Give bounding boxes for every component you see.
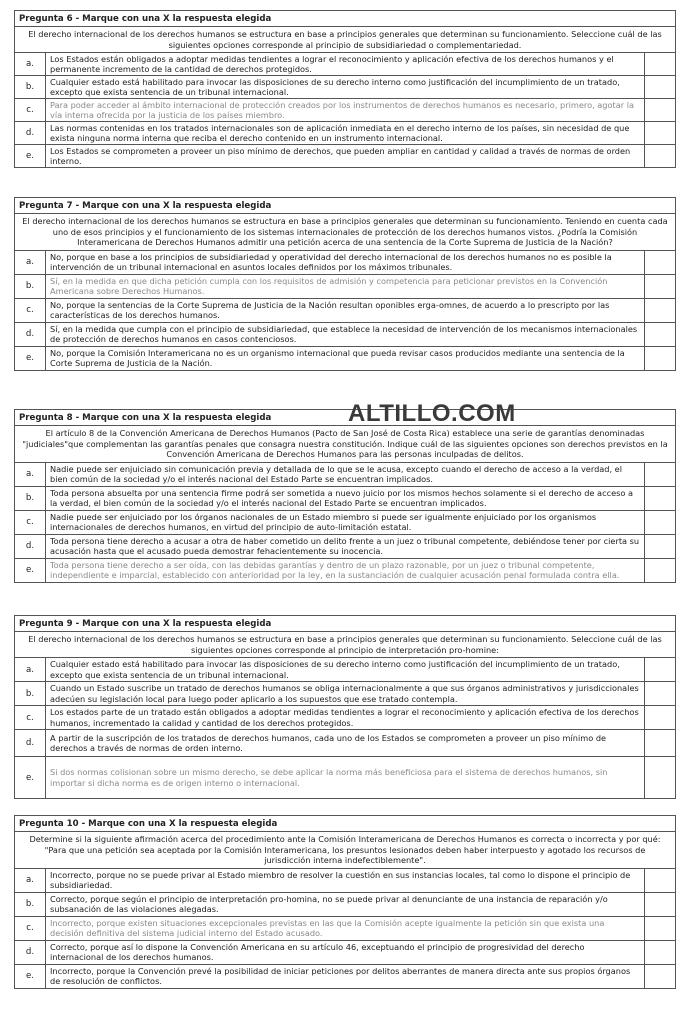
- option-text: Cuando un Estado suscribe un tratado de derechos humanos se obliga internacionalmente a que sus órganos administrativos y jurisdiccionales adecúen su legislación local para luego poder aplicarlo a los supuestos que ese tratado contempla.: [46, 682, 645, 705]
- answer-box[interactable]: [645, 893, 675, 916]
- answer-box[interactable]: [645, 487, 675, 510]
- answer-box[interactable]: [645, 275, 675, 298]
- answer-box[interactable]: [645, 559, 675, 582]
- option-letter: d.: [15, 941, 46, 964]
- answer-box[interactable]: [645, 53, 675, 75]
- option-text: Incorrecto, porque existen situaciones excepcionales previstas en las que la Comisión acepte igualmente la petición sin que exista una decisión definitiva del sistema judicial interno del Estado acusado.: [46, 917, 645, 940]
- question-stem: Determine si la siguiente afirmación acerca del procedimiento ante la Comisión Interamericana de Derechos Humanos es correcta o incorrecta y por qué: "Para que una petición sea aceptada por la Comisión Interamericana, los presuntos lesionados deben haber interpuesto y agotado los recursos de jurisdicción interna indefectiblemente".: [15, 832, 675, 869]
- option-letter: b.: [15, 76, 46, 98]
- option-row[interactable]: [15, 757, 675, 798]
- answer-box[interactable]: [645, 511, 675, 534]
- option-row[interactable]: [15, 893, 675, 917]
- option-text: Cualquier estado está habilitado para invocar las disposiciones de su derecho interno como justificación del incumplimiento de un tratado, excepto que exista sentencia de un tribunal internacional.: [46, 658, 645, 681]
- option-text: Los Estados se comprometen a proveer un piso mínimo de derechos, que pueden ampliar en cantidad y calidad a través de normas de orden interno.: [46, 145, 645, 167]
- option-text: Nadie puede ser enjuiciado sin comunicación previa y detallada de lo que se le acusa, excepto cuando el derecho de acceso a la verdad, el bien común de la sociedad y/o el interés nacional del Estado Parte se encuentran implicados.: [46, 463, 645, 486]
- answer-box[interactable]: [645, 730, 675, 756]
- option-text: Para poder acceder al ámbito internacional de protección creados por los instrumentos de derechos humanos es necesario, primero, agotar la vía interna ofrecida por la justicia de los países miembro.: [46, 99, 645, 121]
- option-letter: a.: [15, 53, 46, 75]
- option-letter: c.: [15, 706, 46, 729]
- answer-box[interactable]: [645, 323, 675, 346]
- option-letter: a.: [15, 869, 46, 892]
- question-stem: El derecho internacional de los derechos humanos se estructura en base a principios generales que determinan su funcionamiento. Teniendo en cuenta cada uno de esos principios y el funcionamiento de los sistemas internacionales de protección de los derechos humanos vistos. ¿Podría la Comisión Interamericana de Derechos Humanos admitir una petición acerca de una sentencia de la Corte Suprema de Justicia de la Nación?: [15, 214, 675, 251]
- question-title: Pregunta 6 - Marque con una X la respuesta elegida: [15, 11, 675, 27]
- option-letter: e.: [15, 145, 46, 167]
- option-row[interactable]: [15, 275, 675, 299]
- option-letter: d.: [15, 122, 46, 144]
- option-row[interactable]: [15, 559, 675, 582]
- option-row[interactable]: [15, 463, 675, 487]
- option-row[interactable]: [15, 869, 675, 893]
- option-text: A partir de la suscripción de los tratados de derechos humanos, cada uno de los Estados se comprometen a proveer un piso mínimo de derechos a través de normas de orden interno.: [46, 730, 645, 756]
- option-row[interactable]: [15, 730, 675, 757]
- option-row[interactable]: [15, 941, 675, 965]
- question-title: Pregunta 10 - Marque con una X la respuesta elegida: [15, 816, 675, 832]
- answer-box[interactable]: [645, 941, 675, 964]
- answer-box[interactable]: [645, 145, 675, 167]
- option-letter: b.: [15, 487, 46, 510]
- option-text: Sí, en la medida en que dicha petición cumpla con los requisitos de admisión y competencia para peticionar previstos en la Convención Americana sobre Derechos Humanos.: [46, 275, 645, 298]
- option-text: Los Estados están obligados a adoptar medidas tendientes a lograr el reconocimiento y aplicación efectiva de los derechos humanos y el permanente incremento de la cantidad de derechos protegidos.: [46, 53, 645, 75]
- question-stem: El derecho internacional de los derechos humanos se estructura en base a principios generales que determinan su funcionamiento. Seleccione cuál de las siguientes opciones corresponde al principio de subsidiariedad o complementariedad.: [15, 27, 675, 53]
- option-letter: d.: [15, 323, 46, 346]
- option-letter: e.: [15, 965, 46, 988]
- option-text: Incorrecto, porque la Convención prevé la posibilidad de iniciar peticiones por delitos aberrantes de manera directa ante sus propios órganos de resolución de conflictos.: [46, 965, 645, 988]
- question-block-8: [14, 409, 676, 583]
- answer-box[interactable]: [645, 76, 675, 98]
- option-row[interactable]: [15, 99, 675, 122]
- option-text: Los estados parte de un tratado están obligados a adoptar medidas tendientes a lograr el reconocimiento y aplicación efectiva de los derechos humanos, incrementado la calidad y cantidad de los derechos protegidos.: [46, 706, 645, 729]
- option-row[interactable]: [15, 535, 675, 559]
- answer-box[interactable]: [645, 347, 675, 370]
- option-row[interactable]: [15, 251, 675, 275]
- question-block-6: [14, 10, 676, 168]
- answer-box[interactable]: [645, 917, 675, 940]
- option-row[interactable]: [15, 487, 675, 511]
- option-row[interactable]: [15, 299, 675, 323]
- option-text: Sí, en la medida que cumpla con el principio de subsidiariedad, que establece la necesidad de intervención de los mecanismos internacionales de protección de derechos humanos en casos contenciosos.: [46, 323, 645, 346]
- watermark: ALTILLO.COM: [348, 400, 516, 427]
- option-text: Cualquier estado está habilitado para invocar las disposiciones de su derecho interno como justificación del incumplimiento de un tratado, excepto que exista sentencia de un tribunal internacional.: [46, 76, 645, 98]
- option-row[interactable]: [15, 706, 675, 730]
- option-row[interactable]: [15, 76, 675, 99]
- option-letter: d.: [15, 535, 46, 558]
- answer-box[interactable]: [645, 965, 675, 988]
- answer-box[interactable]: [645, 869, 675, 892]
- option-text: No, porque la sentencias de la Corte Suprema de Justicia de la Nación resultan oponibles erga-omnes, de acuerdo a lo prescripto por las características de los derechos humanos.: [46, 299, 645, 322]
- question-stem: El derecho internacional de los derechos humanos se estructura en base a principios generales que determinan su funcionamiento. Seleccione cuál de las siguientes opciones corresponde al principio de interpretación pro-homine:: [15, 632, 675, 658]
- option-text: Incorrecto, porque no se puede privar al Estado miembro de resolver la cuestión en sus instancias locales, tal como lo dispone el principio de subsidiariedad.: [46, 869, 645, 892]
- option-letter: b.: [15, 893, 46, 916]
- answer-box[interactable]: [645, 251, 675, 274]
- question-block-9: [14, 615, 676, 799]
- option-letter: c.: [15, 99, 46, 121]
- option-text: Si dos normas colisionan sobre un mismo derecho, se debe aplicar la norma más beneficiosa para el sistema de derechos humanos, sin importar si dicha norma es de origen interno o internacional.: [46, 757, 645, 798]
- option-text: Nadie puede ser enjuiciado por los órganos nacionales de un Estado miembro si puede ser igualmente enjuiciado por los organismos internacionales de derechos humanos, en virtud del principio de auto-limitación estatal.: [46, 511, 645, 534]
- option-row[interactable]: [15, 347, 675, 370]
- option-letter: e.: [15, 559, 46, 582]
- question-block-7: [14, 197, 676, 371]
- option-text: No, porque en base a los principios de subsidiariedad y operatividad del derecho internacional de los derechos humanos no es posible la intervención de un tribunal internacional en asuntos locales definidos por los máximos tribunales.: [46, 251, 645, 274]
- question-title: Pregunta 9 - Marque con una X la respuesta elegida: [15, 616, 675, 632]
- option-letter: d.: [15, 730, 46, 756]
- option-row[interactable]: [15, 511, 675, 535]
- option-text: Correcto, porque según el principio de interpretación pro-homina, no se puede privar al denunciante de una instancia de reparación y/o subsanación de las violaciones alegadas.: [46, 893, 645, 916]
- answer-box[interactable]: [645, 299, 675, 322]
- option-letter: a.: [15, 658, 46, 681]
- option-row[interactable]: [15, 917, 675, 941]
- option-text: Toda persona tiene derecho a acusar a otra de haber cometido un delito frente a un juez o tribunal competente, debiéndose tener por cierta su acusación hasta que el acusado pueda demostrar fehacientemente su inocencia.: [46, 535, 645, 558]
- option-letter: c.: [15, 299, 46, 322]
- option-letter: a.: [15, 463, 46, 486]
- option-letter: c.: [15, 917, 46, 940]
- option-text: Toda persona tiene derecho a ser oída, con las debidas garantías y dentro de un plazo razonable, por un juez o tribunal competente, independiente e imparcial, establecido con anterioridad por la ley, en la sustanciación de cualquier acusación penal formulada contra ella.: [46, 559, 645, 582]
- option-text: Las normas contenidas en los tratados internacionales son de aplicación inmediata en el derecho interno de los países, sin necesidad de que exista ninguna norma interna que reciba el derecho contenido en un instrumento internacional.: [46, 122, 645, 144]
- question-block-10: [14, 815, 676, 989]
- question-title: Pregunta 7 - Marque con una X la respuesta elegida: [15, 198, 675, 214]
- answer-box[interactable]: [645, 122, 675, 144]
- answer-box[interactable]: [645, 658, 675, 681]
- answer-box[interactable]: [645, 463, 675, 486]
- option-row[interactable]: [15, 145, 675, 167]
- option-letter: b.: [15, 275, 46, 298]
- option-row[interactable]: [15, 323, 675, 347]
- option-text: Correcto, porque así lo dispone la Convención Americana en su artículo 46, exceptuando el principio de progresividad del derecho internacional de los derechos humanos.: [46, 941, 645, 964]
- option-letter: b.: [15, 682, 46, 705]
- option-text: Toda persona absuelta por una sentencia firme podrá ser sometida a nuevo juicio por los mismos hechos solamente si el derecho de acceso a la verdad, el bien común de la sociedad y/o el interés nacional del Estado Parte se encuentran implicados.: [46, 487, 645, 510]
- option-row[interactable]: [15, 122, 675, 145]
- option-text: No, porque la Comisión Interamericana no es un organismo internacional que pueda revisar casos producidos mediante una sentencia de la Corte Suprema de Justicia de la Nación.: [46, 347, 645, 370]
- option-letter: e.: [15, 757, 46, 798]
- option-row[interactable]: [15, 658, 675, 682]
- answer-box[interactable]: [645, 99, 675, 121]
- question-stem: El artículo 8 de la Convención Americana de Derechos Humanos (Pacto de San José de Costa Rica) establece una serie de garantías denominadas "judiciales"que complementan las garantías penales que consagra nuestra constitución. Indique cuál de las siguientes opciones son derechos previstos en la Convención Americana de Derechos Humanos para las personas inculpadas de delitos.: [15, 426, 675, 463]
- option-letter: a.: [15, 251, 46, 274]
- answer-box[interactable]: [645, 682, 675, 705]
- option-row[interactable]: [15, 965, 675, 988]
- option-letter: e.: [15, 347, 46, 370]
- option-letter: c.: [15, 511, 46, 534]
- answer-box[interactable]: [645, 757, 675, 798]
- question-title: Pregunta 8 - Marque con una X la respuesta elegida: [15, 410, 675, 426]
- option-row[interactable]: [15, 682, 675, 706]
- answer-box[interactable]: [645, 706, 675, 729]
- option-row[interactable]: [15, 53, 675, 76]
- answer-box[interactable]: [645, 535, 675, 558]
